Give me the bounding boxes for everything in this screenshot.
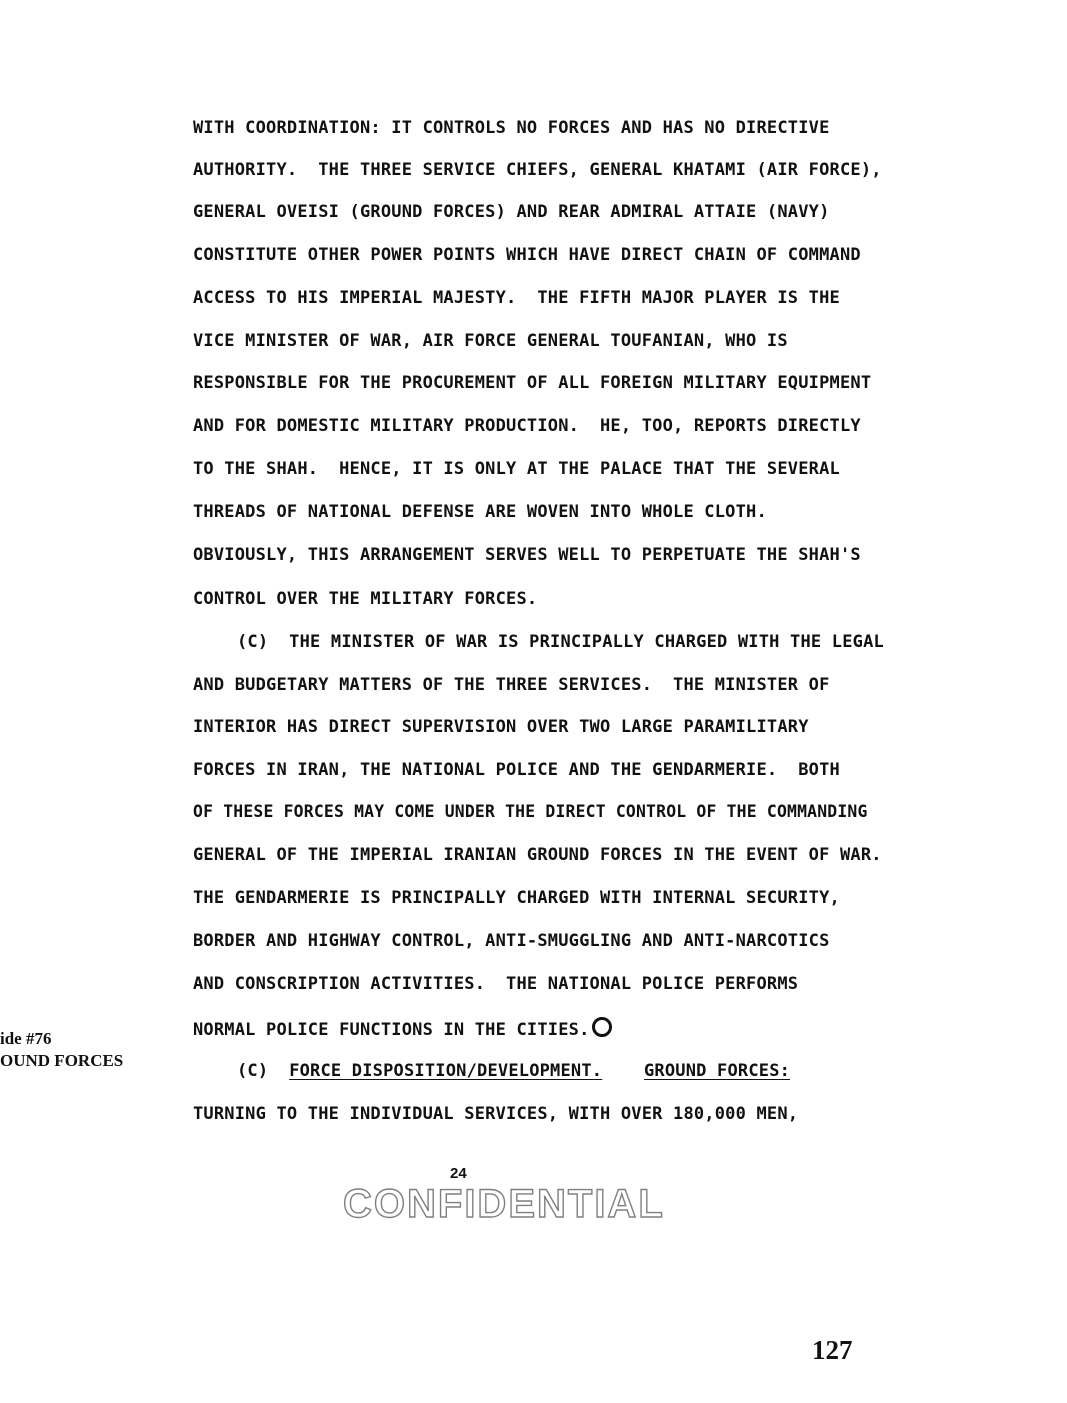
classification-stamp — [343, 1182, 665, 1236]
text-line: NORMAL POLICE FUNCTIONS IN THE CITIES. — [193, 1020, 590, 1040]
text-line: GENERAL OF THE IMPERIAL IRANIAN GROUND FORCES IN THE EVENT OF WAR. — [193, 845, 882, 865]
text-line: GENERAL OVEISI (GROUND FORCES) AND REAR ADMIRAL ATTAIE (NAVY) — [193, 202, 830, 222]
section-heading-line — [237, 1061, 790, 1081]
margin-note-slide: ide #76 — [0, 1029, 52, 1048]
text-line: ACCESS TO HIS IMPERIAL MAJESTY. THE FIFTH MAJOR PLAYER IS THE — [193, 288, 840, 308]
text-line: INTERIOR HAS DIRECT SUPERVISION OVER TWO LARGE PARAMILITARY — [193, 717, 809, 737]
text-line: THE GENDARMERIE IS PRINCIPALLY CHARGED WITH INTERNAL SECURITY, — [193, 888, 840, 908]
folio-page-number: 127 — [812, 1335, 853, 1365]
classification-prefix: (C) — [237, 1061, 290, 1081]
text-line: BORDER AND HIGHWAY CONTROL, ANTI-SMUGGLING AND ANTI-NARCOTICS — [193, 931, 830, 951]
text-line: TO THE SHAH. HENCE, IT IS ONLY AT THE PALACE THAT THE SEVERAL — [193, 459, 840, 479]
text-line-with-mark — [193, 1017, 612, 1040]
text-line: RESPONSIBLE FOR THE PROCUREMENT OF ALL FOREIGN MILITARY EQUIPMENT — [193, 373, 872, 393]
text-line: WITH COORDINATION: IT CONTROLS NO FORCES AND HAS NO DIRECTIVE — [193, 118, 830, 138]
text-line: FORCES IN IRAN, THE NATIONAL POLICE AND THE GENDARMERIE. BOTH — [193, 760, 840, 780]
text-line: OF THESE FORCES MAY COME UNDER THE DIRECT CONTROL OF THE COMMANDING — [193, 802, 868, 821]
text-line: VICE MINISTER OF WAR, AIR FORCE GENERAL TOUFANIAN, WHO IS — [193, 331, 788, 351]
circle-mark-icon — [592, 1017, 612, 1037]
heading-gap — [602, 1061, 644, 1081]
margin-note-section: OUND FORCES — [0, 1051, 124, 1070]
text-line: AND CONSCRIPTION ACTIVITIES. THE NATIONAL POLICE PERFORMS — [193, 974, 799, 994]
text-line: CONSTITUTE OTHER POWER POINTS WHICH HAVE DIRECT CHAIN OF COMMAND — [193, 245, 861, 265]
inner-page-number: 24 — [450, 1165, 467, 1182]
text-line: OBVIOUSLY, THIS ARRANGEMENT SERVES WELL TO PERPETUATE THE SHAH'S — [193, 545, 861, 565]
text-line: CONTROL OVER THE MILITARY FORCES. — [193, 589, 538, 609]
text-line: AND FOR DOMESTIC MILITARY PRODUCTION. HE, TOO, REPORTS DIRECTLY — [193, 416, 861, 436]
paragraph-start-line: (C) THE MINISTER OF WAR IS PRINCIPALLY CHARGED WITH THE LEGAL — [237, 632, 884, 652]
section-title: FORCE DISPOSITION/DEVELOPMENT. — [289, 1061, 603, 1081]
text-line: AND BUDGETARY MATTERS OF THE THREE SERVICES. THE MINISTER OF — [193, 675, 830, 695]
text-line: AUTHORITY. THE THREE SERVICE CHIEFS, GENERAL KHATAMI (AIR FORCE), — [193, 160, 882, 180]
text-line: THREADS OF NATIONAL DEFENSE ARE WOVEN INTO WHOLE CLOTH. — [193, 502, 767, 522]
stamp-text: CONFIDENTIAL — [343, 1182, 665, 1226]
text-line: TURNING TO THE INDIVIDUAL SERVICES, WITH OVER 180,000 MEN, — [193, 1104, 799, 1124]
subsection-title: GROUND FORCES: — [643, 1061, 791, 1081]
